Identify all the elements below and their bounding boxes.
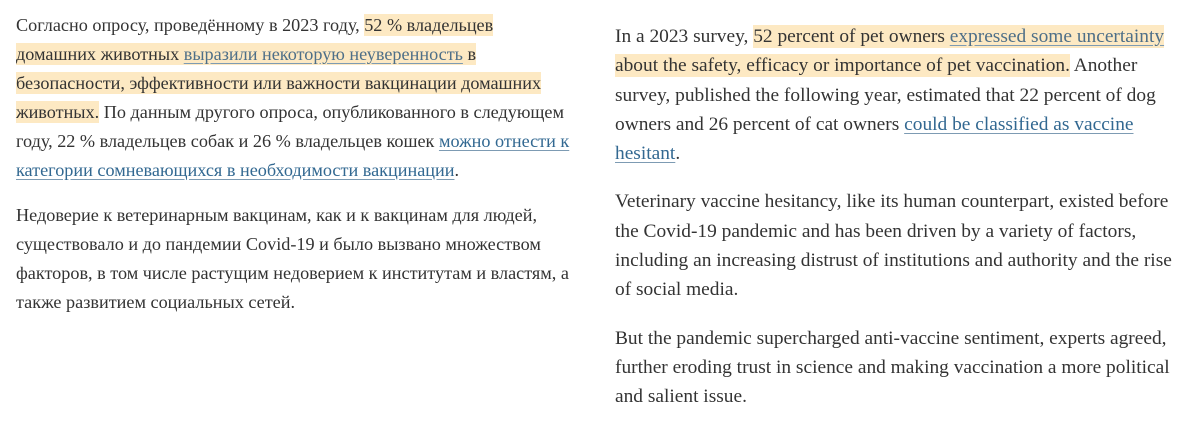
russian-p1-highlight-end: в безопасности, эффективности или важности вакцинации домашних животных. (16, 44, 542, 122)
russian-paragraph-2: Недоверие к ветеринарным вакцинам, как и к вакцинам для людей, существовало и до пандемии Covid-19 и было вызвано множеством факторов, в том числе растущим недоверием к институтам и властям, а также развитием социальных сетей. (16, 205, 569, 312)
russian-translation-column (16, 11, 576, 317)
vaccine-hesitant-link-en[interactable]: could be classified as vaccine hesitant (615, 113, 1134, 165)
english-p1-highlight-end: about the safety, efficacy or importance of pet vaccination. (615, 55, 1070, 77)
english-p1-highlight-start: 52 percent of pet owners (753, 26, 950, 47)
russian-p1-highlight-start: 52 % владельцев домашних животных (16, 15, 494, 64)
vaccine-hesitant-link-ru[interactable]: можно отнести к категории сомневающихся в необходимости вакцинации (16, 131, 570, 180)
russian-paragraph-1 (16, 11, 576, 185)
english-p1-intro: In a 2023 survey, (615, 26, 754, 47)
russian-p1-middle: По данным другого опроса, опубликованного в следующем году, 22 % владельцев собак и 26 % владельцев кошек (16, 102, 564, 151)
english-paragraph-3: But the pandemic supercharged anti-vaccine sentiment, experts agreed, further eroding trust in science and making vaccination a more political and salient issue. (615, 327, 1170, 408)
russian-p1-period: . (454, 160, 460, 180)
uncertainty-link-en[interactable]: expressed some uncertainty (949, 26, 1165, 47)
english-paragraph-1 (615, 22, 1187, 168)
english-p1-period: . (675, 143, 681, 165)
english-p1-middle: Another survey, published the following year, estimated that 22 percent of dog owners and 26 percent of cat owners (615, 55, 1156, 135)
uncertainty-link-ru[interactable]: выразили некоторую неуверенность (183, 44, 463, 64)
english-paragraph-2: Veterinary vaccine hesitancy, like its human counterpart, existed before the Covid-19 pandemic and has been driven by a variety of factors, including an increasing distrust of institutions and authority and the rise of social media. (615, 191, 1172, 301)
english-original-column (615, 22, 1187, 412)
russian-p1-intro: Согласно опросу, проведённому в 2023 году, (16, 15, 365, 35)
